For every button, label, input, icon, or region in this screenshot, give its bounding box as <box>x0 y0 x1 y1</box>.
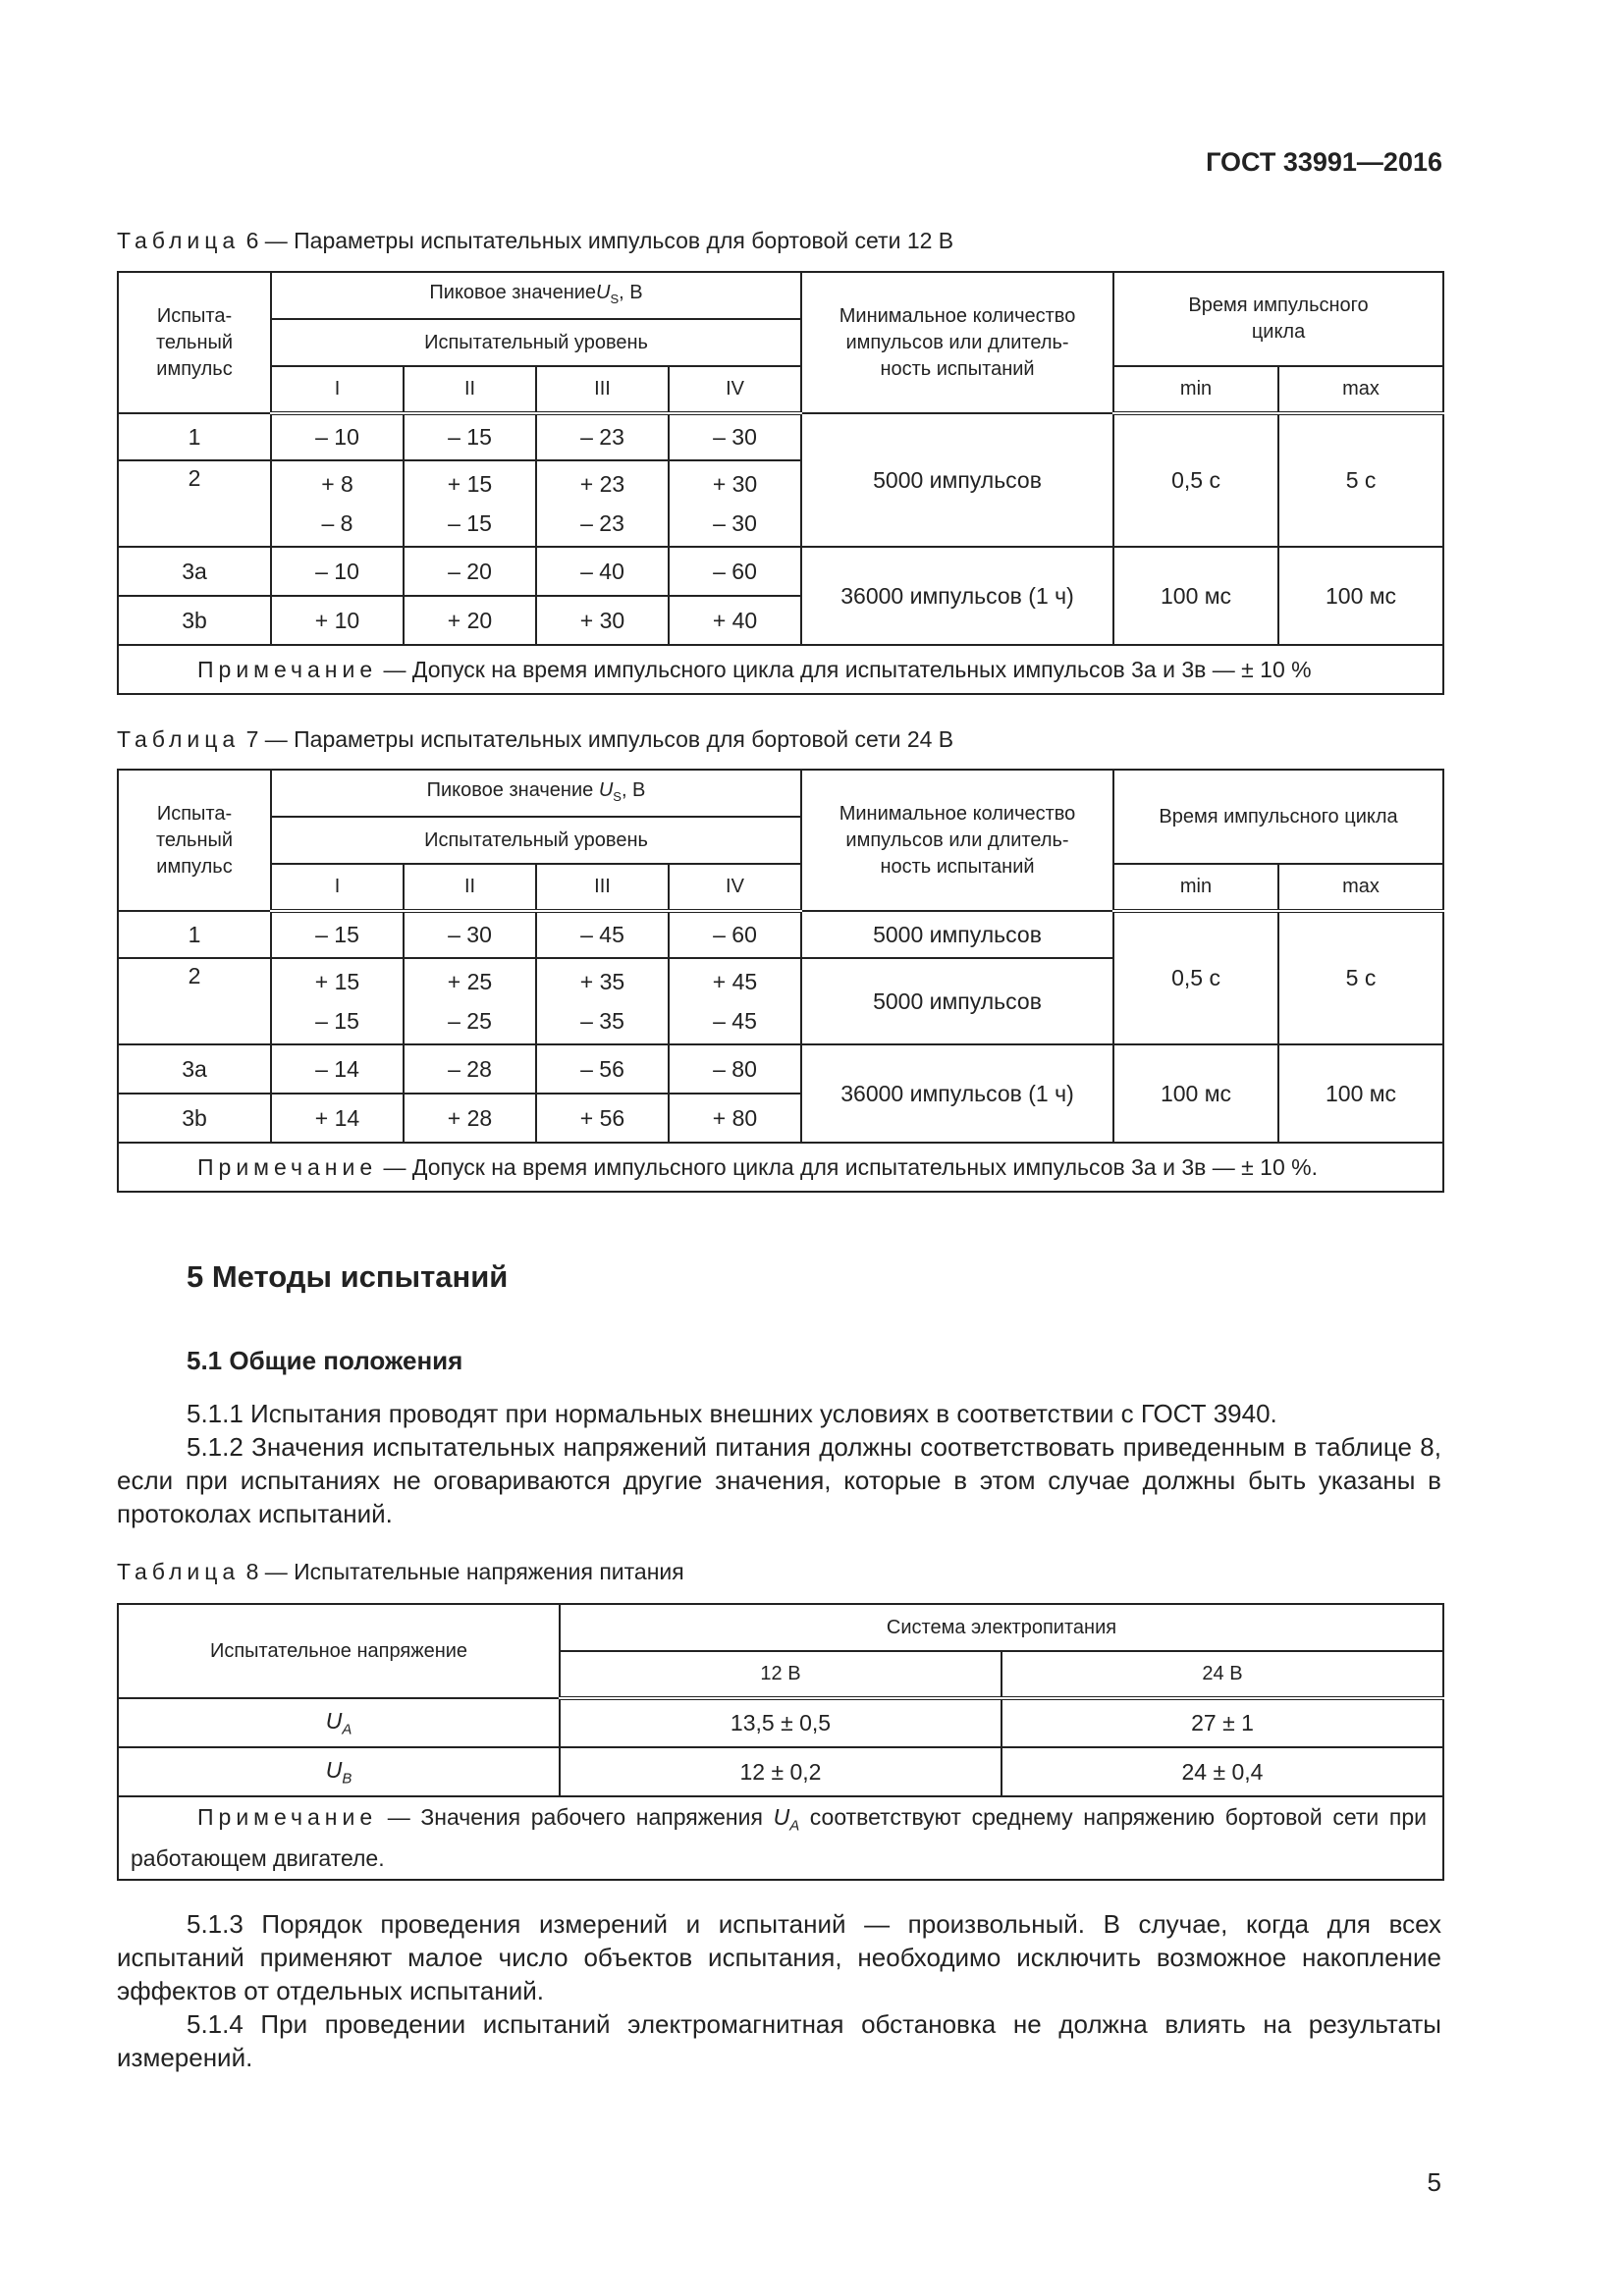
table7-value-cell: + 28 <box>404 1094 536 1143</box>
table6-head-level: Испытательный уровень <box>271 319 801 366</box>
table7-value-cell: + 15 – 15 <box>271 958 404 1044</box>
table7-note: Примечание — Допуск на время импульсного цикла для испытательных импульсов 3а и 3в — ± 10 %. <box>118 1143 1443 1192</box>
table7-value-cell: – 56 <box>536 1044 669 1094</box>
table8-head-system: Система электропитания <box>560 1604 1443 1651</box>
table6-value-cell: – 30 <box>669 413 801 460</box>
table7-pulse-cell: 3a <box>118 1044 271 1094</box>
table6-value-cell: – 40 <box>536 547 669 596</box>
table7-count-3: 36000 импульсов (1 ч) <box>801 1044 1113 1143</box>
table7-max-12: 5 с <box>1278 911 1443 1044</box>
table6-max-label: max <box>1278 366 1443 413</box>
table6-pulse-cell: 2 <box>118 460 271 547</box>
table6-value-cell: – 23 <box>536 413 669 460</box>
paragraph-5-1-2: 5.1.2 Значения испытательных напряжений питания должны соответствовать приведенным в таблице 8, если при испытаниях не оговариваются другие значения, которые в этом случае должны быть указаны в протоколах испытаний. <box>117 1432 1441 1528</box>
table7-value-cell: – 60 <box>669 911 801 958</box>
table7-caption-text: 7 — Параметры испытательных импульсов для бортовой сети 24 В <box>245 726 954 752</box>
table8-value-cell: 12 ± 0,2 <box>560 1747 1001 1796</box>
table7-max-label: max <box>1278 864 1443 911</box>
table6-head-peak: Пиковое значениеU$_S$, В <box>271 272 801 319</box>
paragraph-5-1-1: 5.1.1 Испытания проводят при нормальных внешних условиях в соответствии с ГОСТ 3940. <box>187 1399 1277 1428</box>
table6-row-1 <box>118 413 1443 460</box>
table6-value-cell: – 10 <box>271 547 404 596</box>
table6-level-2: II <box>404 366 536 413</box>
table6-value-cell: + 30 <box>536 596 669 645</box>
table6-value-cell: + 23 – 23 <box>536 460 669 547</box>
table8-col-12: 12 В <box>560 1651 1001 1698</box>
table8-note: Примечание — Значения рабочего напряжения $U_A$ соответствуют среднему напряжению бортовой сети при работающем двигателе. <box>118 1796 1443 1880</box>
table8-head-voltage: Испытательное напряжение <box>118 1604 560 1698</box>
table7-head-time: Время импульсного цикла <box>1113 770 1443 864</box>
table7-value-cell: – 30 <box>404 911 536 958</box>
table6-count-12: 5000 импульсов <box>801 413 1113 547</box>
table8-row-ua <box>118 1698 1443 1747</box>
table7-head-pulse: Испыта- тельный импульс <box>118 770 271 911</box>
table8-voltage-symbol: $U_B$ <box>118 1747 560 1796</box>
table6 <box>117 271 1444 695</box>
table8-row-ub <box>118 1747 1443 1796</box>
table7-min-label: min <box>1113 864 1278 911</box>
table6-min-label: min <box>1113 366 1278 413</box>
paragraph-5-1-3: 5.1.3 Порядок проведения измерений и испытаний — произвольный. В случае, когда для всех испытаний применяют малое число объектов испытания, необходимо исключить возможное накопление эффектов от отдельных испытаний. <box>117 1909 1441 2005</box>
table7-caption <box>117 726 953 753</box>
table6-level-3: III <box>536 366 669 413</box>
table7-value-cell: – 15 <box>271 911 404 958</box>
table7-value-cell: + 14 <box>271 1094 404 1143</box>
table6-row-3a <box>118 547 1443 596</box>
table6-value-cell: + 15 – 15 <box>404 460 536 547</box>
table6-value-cell: + 8 – 8 <box>271 460 404 547</box>
table7-count-2: 5000 импульсов <box>801 958 1113 1044</box>
table6-value-cell: + 30 – 30 <box>669 460 801 547</box>
section-title: 5 Методы испытаний <box>187 1259 509 1294</box>
table6-value-cell: + 20 <box>404 596 536 645</box>
table7-head-count: Минимальное количество импульсов или длитель- ность испытаний <box>801 770 1113 911</box>
table8-value-cell: 24 ± 0,4 <box>1001 1747 1443 1796</box>
page-number: 5 <box>1427 2167 1441 2197</box>
table7-caption-word: Таблица <box>117 726 241 752</box>
table6-level-1: I <box>271 366 404 413</box>
table8-caption-text: 8 — Испытательные напряжения питания <box>245 1559 684 1584</box>
table7-level-2: II <box>404 864 536 911</box>
table6-level-4: IV <box>669 366 801 413</box>
table8-value-cell: 13,5 ± 0,5 <box>560 1698 1001 1747</box>
table7-value-cell: + 80 <box>669 1094 801 1143</box>
table7-value-cell: + 56 <box>536 1094 669 1143</box>
table6-value-cell: – 10 <box>271 413 404 460</box>
table8-value-cell: 27 ± 1 <box>1001 1698 1443 1747</box>
table7-min-12: 0,5 с <box>1113 911 1278 1044</box>
table7-level-3: III <box>536 864 669 911</box>
table7-value-cell: + 45 – 45 <box>669 958 801 1044</box>
table7-row-1 <box>118 911 1443 958</box>
table6-head-time: Время импульсного цикла <box>1113 272 1443 366</box>
table7-min-3: 100 мс <box>1113 1044 1278 1143</box>
table8 <box>117 1603 1444 1881</box>
table6-min-3: 100 мс <box>1113 547 1278 645</box>
table6-value-cell: + 40 <box>669 596 801 645</box>
table7-pulse-cell: 1 <box>118 911 271 958</box>
table6-note: Примечание — Допуск на время импульсного цикла для испытательных импульсов 3а и 3в — ± 10 % <box>118 645 1443 694</box>
table6-caption-word: Таблица <box>117 228 241 253</box>
table7-pulse-cell: 2 <box>118 958 271 1044</box>
table6-pulse-cell: 3a <box>118 547 271 596</box>
table6-caption-text: 6 — Параметры испытательных импульсов для бортовой сети 12 В <box>245 228 954 253</box>
table6-pulse-cell: 3b <box>118 596 271 645</box>
table6-value-cell: – 20 <box>404 547 536 596</box>
table7-level-4: IV <box>669 864 801 911</box>
table8-caption <box>117 1559 684 1585</box>
table7-head-peak: Пиковое значение $U_S$, В <box>271 770 801 817</box>
table6-value-cell: – 15 <box>404 413 536 460</box>
table8-col-24: 24 В <box>1001 1651 1443 1698</box>
table7-count-1: 5000 импульсов <box>801 911 1113 958</box>
paragraph-5-1-4: 5.1.4 При проведении испытаний электромагнитная обстановка не должна влиять на результаты измерений. <box>117 2009 1441 2072</box>
table6-value-cell: – 60 <box>669 547 801 596</box>
table7-value-cell: – 28 <box>404 1044 536 1094</box>
table7-head-level: Испытательный уровень <box>271 817 801 864</box>
table6-max-3: 100 мс <box>1278 547 1443 645</box>
table7-pulse-cell: 3b <box>118 1094 271 1143</box>
table7-value-cell: + 35 – 35 <box>536 958 669 1044</box>
table6-pulse-cell: 1 <box>118 413 271 460</box>
table8-caption-word: Таблица <box>117 1559 241 1584</box>
table6-head-count: Минимальное количество импульсов или длитель- ность испытаний <box>801 272 1113 413</box>
table6-caption <box>117 228 953 254</box>
table7-value-cell: + 25 – 25 <box>404 958 536 1044</box>
table7 <box>117 769 1444 1193</box>
table7-max-3: 100 мс <box>1278 1044 1443 1143</box>
table6-value-cell: + 10 <box>271 596 404 645</box>
table6-min-12: 0,5 с <box>1113 413 1278 547</box>
table6-count-3: 36000 импульсов (1 ч) <box>801 547 1113 645</box>
table6-head-pulse: Испыта- тельный импульс <box>118 272 271 413</box>
table8-voltage-symbol: $U_A$ <box>118 1698 560 1747</box>
subsection-title: 5.1 Общие положения <box>187 1346 463 1375</box>
document-code: ГОСТ 33991—2016 <box>1206 147 1442 177</box>
table7-value-cell: – 45 <box>536 911 669 958</box>
table6-max-12: 5 с <box>1278 413 1443 547</box>
table7-value-cell: – 14 <box>271 1044 404 1094</box>
table7-value-cell: – 80 <box>669 1044 801 1094</box>
table7-level-1: I <box>271 864 404 911</box>
table7-row-3a <box>118 1044 1443 1094</box>
